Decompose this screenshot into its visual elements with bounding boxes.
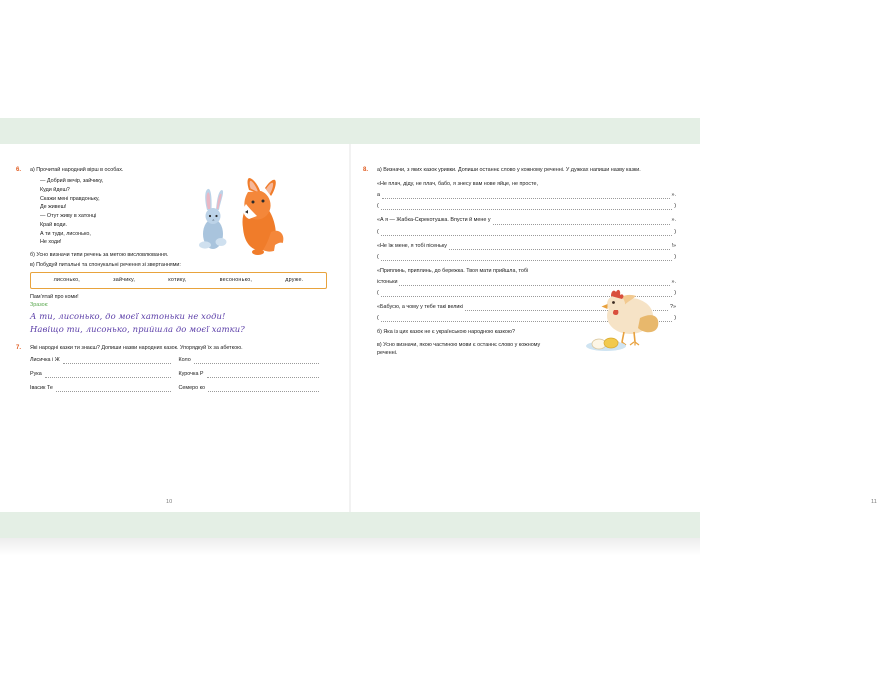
quote-text xyxy=(377,180,676,188)
fill-cell[interactable] xyxy=(179,384,328,392)
fill-label: Лисичка і Ж xyxy=(30,357,60,364)
handwriting-sample xyxy=(30,310,327,336)
decorative-band-top xyxy=(0,118,700,144)
exercise-8-task-b: б) Яка із цих казок не є українською народною казкою? xyxy=(377,329,515,336)
fill-label: Івасик Те xyxy=(30,384,53,391)
fill-blank[interactable] xyxy=(56,385,171,392)
paren-close: ) xyxy=(674,315,676,322)
quote-text-part: «А я — Жабка-Скрекотушка. Впусти й мене у xyxy=(377,217,491,224)
fill-cell[interactable] xyxy=(30,384,179,392)
fill-cell[interactable] xyxy=(30,370,179,378)
exercise-8-subtasks xyxy=(377,328,547,356)
poem-line: — Отут живу в хатонці xyxy=(40,213,97,220)
fill-blank[interactable] xyxy=(381,203,672,210)
poem-line: А ти туди, лисонько, xyxy=(40,230,91,237)
poem-line: — Добрий вечір, зайчику, xyxy=(40,178,104,185)
fill-blank[interactable] xyxy=(493,218,670,225)
poem-line: Скажи мені правдоньку, xyxy=(40,195,100,202)
paren-open: ( xyxy=(377,290,379,297)
remember-note: Пам’ятай про коми! xyxy=(30,293,79,300)
word-item: друже. xyxy=(285,277,304,284)
tale-name-line[interactable] xyxy=(377,228,676,236)
fairytale-fill-list xyxy=(30,356,327,391)
fill-row xyxy=(30,384,327,392)
fill-blank[interactable] xyxy=(449,243,670,250)
fill-blank[interactable] xyxy=(382,192,670,199)
hen-icon xyxy=(586,290,658,351)
quote-ending: ?» xyxy=(670,304,676,311)
handwriting-line: А ти, лисонько, до моєї хатоньки не ходи! xyxy=(30,311,226,322)
quote-item xyxy=(377,180,676,210)
exercise-7 xyxy=(16,344,327,391)
tale-name-line[interactable] xyxy=(377,253,676,261)
tale-name-line[interactable] xyxy=(377,202,676,210)
quote-ending: ». xyxy=(671,217,676,224)
right-page-content xyxy=(363,166,676,362)
paren-open: ( xyxy=(377,228,379,235)
right-page-number: 11 xyxy=(871,499,877,505)
quote-text xyxy=(377,267,676,275)
paren-close: ) xyxy=(674,290,676,297)
word-item: лисонько, xyxy=(53,277,80,284)
word-list-box xyxy=(30,272,327,289)
word-item: зайчику, xyxy=(113,277,136,284)
quote-text-part: «Приплинь, приплинь, до бережка. Твоя мати прийшла, тобі xyxy=(377,267,529,274)
exercise-8-task-a: а) Визначи, з яких казок уривки. Допиши останнє слово у кожному реченні. У дужках напиши назву казки. xyxy=(377,167,641,173)
fill-blank[interactable] xyxy=(381,229,672,236)
quote-text[interactable] xyxy=(377,242,676,250)
quote-ending: !» xyxy=(671,242,676,249)
fill-blank[interactable] xyxy=(63,357,171,364)
left-page-number: 10 xyxy=(166,499,173,505)
quote-item xyxy=(377,242,676,261)
paren-open: ( xyxy=(377,203,379,210)
fill-label: Рука xyxy=(30,370,42,377)
paren-open: ( xyxy=(377,315,379,322)
hen-illustration xyxy=(578,282,670,356)
decorative-band-bottom xyxy=(0,512,700,538)
left-page xyxy=(0,144,349,512)
exercise-6-task-b: б) Усно визначи типи речень за метою висловлювання. xyxy=(30,252,169,259)
handwriting-line: Навіщо ти, лисонько, прийшла до моєї хатки? xyxy=(30,324,245,335)
quote-text-part: «Не плач, діду, не плач, бабо, я знесу вам нове яйце, не просте, xyxy=(377,181,539,188)
exercise-6-task-a: а) Прочитай народний вірш в особах. xyxy=(30,167,124,173)
poem-line: Край води. xyxy=(40,221,67,228)
quote-ending: ». xyxy=(671,278,676,285)
quote-text-part: «Не їж мене, я тобі пісеньку xyxy=(377,242,447,249)
paren-close: ) xyxy=(674,253,676,260)
exercise-7-number: 7. xyxy=(16,345,22,352)
fill-blank[interactable] xyxy=(194,357,319,364)
word-item: весононько, xyxy=(219,277,253,284)
fill-cell[interactable] xyxy=(179,356,328,364)
quote-text-part: «Бабусю, а чому у тебе такі великі xyxy=(377,304,463,311)
quote-text-part: а xyxy=(377,192,380,199)
quote-answer-line[interactable] xyxy=(377,191,676,199)
fill-label: Семеро ко xyxy=(178,384,206,391)
poem-line: Куди йдеш? xyxy=(40,186,70,193)
paren-open: ( xyxy=(377,253,379,260)
fill-label: Коло xyxy=(178,357,191,364)
exercise-7-task: Які народні казки ти знаєш? Допиши назви народних казок. Упорядкуй їх за абеткою. xyxy=(30,345,243,352)
fill-blank[interactable] xyxy=(207,371,319,378)
fill-label: Курочка Р xyxy=(178,370,204,377)
paren-close: ) xyxy=(674,228,676,235)
fill-cell[interactable] xyxy=(30,356,179,364)
fill-blank[interactable] xyxy=(45,371,171,378)
right-page xyxy=(351,144,877,512)
book-spread xyxy=(0,118,877,538)
word-item: котику, xyxy=(168,277,187,284)
page-shadow xyxy=(0,538,700,556)
exercise-6-number: 6. xyxy=(16,167,22,173)
quote-text[interactable] xyxy=(377,216,676,224)
poem-line: Де живеш! xyxy=(40,204,67,211)
fill-blank[interactable] xyxy=(208,385,319,392)
exercise-6-task-v: в) Побудуй питальні та спонукальні речення зі звертаннями: xyxy=(30,261,181,268)
fill-blank[interactable] xyxy=(381,254,672,261)
quote-item xyxy=(377,216,676,235)
quote-text-part: істоньки xyxy=(377,278,398,285)
quote-ending: ». xyxy=(671,192,676,199)
exercise-8-task-v: в) Усно визначи, якою частиною мови є останнє слово у кожному реченні. xyxy=(377,341,541,356)
exercise-6 xyxy=(16,166,327,336)
sample-label: Зразок: xyxy=(30,302,49,309)
left-page-content xyxy=(16,166,327,397)
fill-row xyxy=(30,356,327,364)
poem-line: Не ходи! xyxy=(40,239,62,246)
poem-block xyxy=(40,177,327,247)
paren-close: ) xyxy=(674,203,676,210)
fill-row xyxy=(30,370,327,378)
exercise-8-number: 8. xyxy=(363,167,369,173)
fill-cell[interactable] xyxy=(179,370,328,378)
